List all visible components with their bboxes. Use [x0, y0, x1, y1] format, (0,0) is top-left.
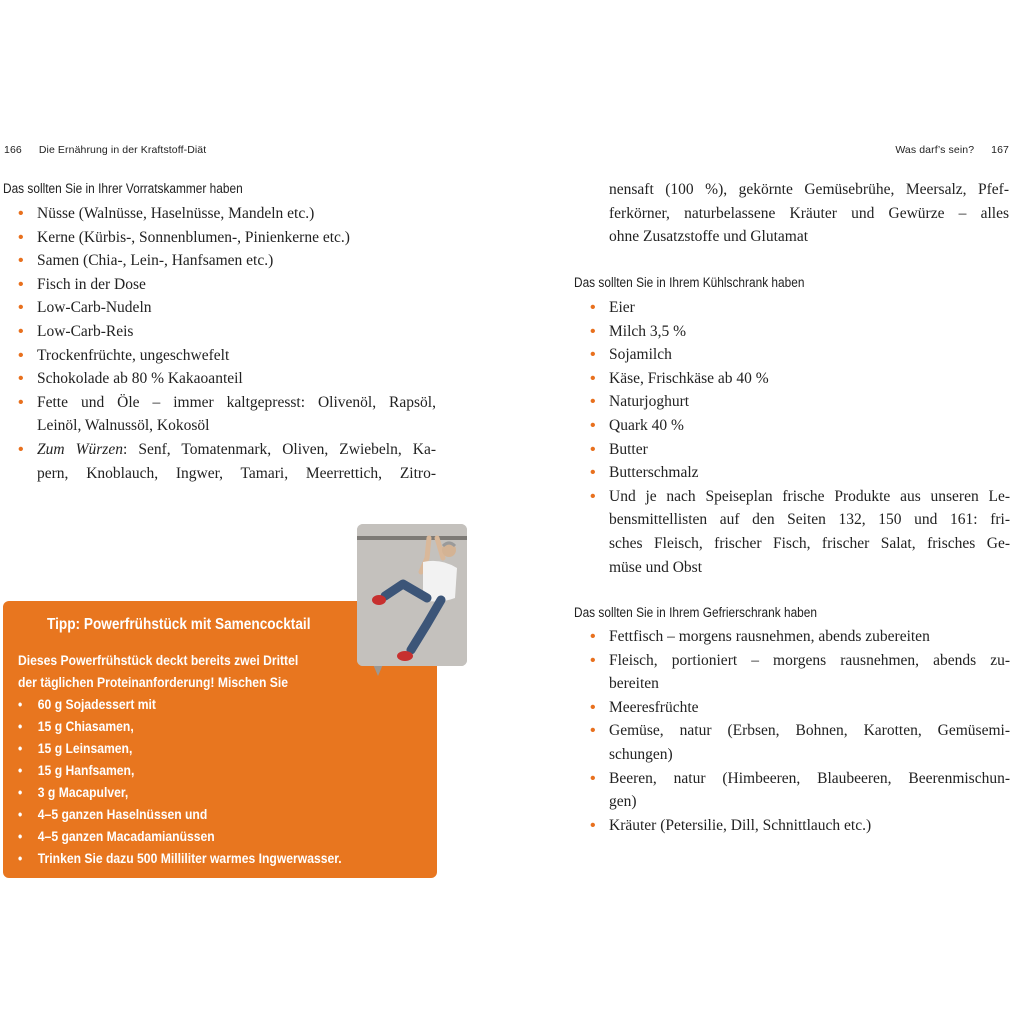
climbing-man-illustration [357, 524, 467, 666]
list-item: • Nüsse (Walnüsse, Haselnüsse, Mandeln etc.) [2, 202, 436, 226]
left-running-title: Die Ernährung in der Kraftstoff-Diät [38, 144, 207, 156]
bullet-icon: • [18, 829, 23, 844]
left-running-head [4, 144, 206, 156]
list-item: • Fettfisch – morgens rausnehmen, abends zubereiten [574, 625, 1010, 649]
list-item: • Samen (Chia-, Lein-, Hanfsamen etc.) [2, 249, 436, 273]
right-running-head [895, 144, 1009, 156]
bullet-icon: • [18, 741, 23, 756]
bullet-icon: • [18, 322, 24, 340]
pantry-list [2, 202, 436, 485]
bullet-icon: • [18, 252, 24, 270]
list-item: • Low-Carb-Reis [2, 320, 436, 344]
freezer-list [574, 625, 1010, 837]
list-item: • Milch 3,5 % [574, 320, 1010, 344]
bullet-icon: • [18, 440, 24, 458]
list-item: • 3 g Macapulver, [18, 782, 342, 804]
bullet-icon: • [18, 763, 23, 778]
bullet-icon: • [18, 228, 24, 246]
bullet-icon: • [590, 487, 596, 505]
bullet-icon: • [590, 722, 596, 740]
list-item: • Käse, Frischkäse ab 40 % [574, 367, 1010, 391]
list-item: • 60 g Sojadessert mit [18, 694, 342, 716]
list-item: • Fisch in der Dose [2, 273, 436, 297]
bullet-icon: • [590, 651, 596, 669]
bullet-icon: • [18, 785, 23, 800]
list-item: • Naturjoghurt [574, 390, 1010, 414]
bullet-icon: • [18, 370, 24, 388]
bullet-icon: • [18, 851, 23, 866]
bullet-icon: • [18, 205, 24, 222]
bullet-icon: • [590, 322, 596, 340]
list-item-spices: • Zum Würzen: Senf, Tomatenmark, Oliven, Zwiebeln, Ka- pern, Knoblauch, Ingwer, Tamari, Meerrettich, Zitro- [2, 438, 436, 485]
list-item: • Quark 40 % [574, 414, 1010, 438]
bullet-icon: • [18, 719, 23, 734]
bullet-icon: • [18, 275, 24, 293]
list-item-fresh-products: • Und je nach Speiseplan frische Produkte aus unseren Le- bensmittellisten auf den Seiten 132, 150 und 161: fri- sches Fleisch, frischer Fisch, frischer Salat, frisches Ge- müse und Obst [574, 485, 1010, 579]
bullet-icon: • [18, 346, 24, 364]
list-item: • 15 g Leinsamen, [18, 738, 342, 760]
list-item: • Sojamilch [574, 343, 1010, 367]
list-item: • Kerne (Kürbis-, Sonnenblumen-, Pinienkerne etc.) [2, 226, 436, 250]
bullet-icon: • [18, 697, 23, 712]
list-item: • 15 g Hanfsamen, [18, 760, 342, 782]
bullet-icon: • [590, 369, 596, 387]
list-item: • Low-Carb-Nudeln [2, 296, 436, 320]
bullet-icon: • [590, 628, 596, 645]
bullet-icon: • [18, 299, 24, 317]
list-item: • Butter [574, 438, 1010, 462]
list-item: • 4–5 ganzen Haselnüssen und [18, 804, 342, 826]
bullet-icon: • [590, 769, 596, 787]
fridge-list [574, 296, 1010, 579]
spice-label: Zum Würzen [37, 440, 123, 458]
pantry-heading: Das sollten Sie in Ihrer Vorratskammer haben [3, 181, 243, 196]
list-item: • Meeresfrüchte [574, 696, 1010, 720]
bullet-icon: • [590, 346, 596, 364]
list-item: • Eier [574, 296, 1010, 320]
list-item: • Schokolade ab 80 % Kakaoanteil [2, 367, 436, 391]
tip-intro: Dieses Powerfrühstück deckt bereits zwei Drittel der täglichen Proteinanforderung! Mischen Sie [18, 653, 299, 690]
list-item-fats: • Fette und Öle – immer kaltgepresst: Olivenöl, Rapsöl, Leinöl, Walnussöl, Kokosöl [2, 391, 436, 438]
bullet-icon: • [590, 816, 596, 834]
bullet-icon: • [18, 807, 23, 822]
continuation-paragraph: nensaft (100 %), gekörnte Gemüsebrühe, Meersalz, Pfef- ferkörner, naturbelassene Kräuter und Gewürze – alles ohne Zusatzstoffe und Glutamat [609, 181, 1009, 246]
list-item: • Beeren, natur (Himbeeren, Blaubeeren, Beerenmischun- gen) [574, 767, 1010, 814]
bullet-icon: • [590, 440, 596, 458]
fridge-heading: Das sollten Sie in Ihrem Kühlschrank haben [574, 275, 805, 290]
freezer-heading: Das sollten Sie in Ihrem Gefrierschrank haben [574, 605, 818, 620]
list-item: • Kräuter (Petersilie, Dill, Schnittlauch etc.) [574, 814, 1010, 838]
list-item: • 15 g Chiasamen, [18, 716, 342, 738]
bullet-icon: • [590, 698, 596, 716]
list-item: • Fleisch, portioniert – morgens rausnehmen, abends zu- bereiten [574, 649, 1010, 696]
list-item: • 4–5 ganzen Macadamianüssen [18, 826, 342, 848]
bullet-icon: • [18, 393, 24, 411]
bullet-icon: • [590, 299, 596, 316]
list-item: • Butterschmalz [574, 461, 1010, 485]
climbing-man-photo [357, 524, 467, 666]
right-page-number: 167 [991, 144, 1009, 156]
list-item: • Gemüse, natur (Erbsen, Bohnen, Karotten, Gemüsemi- schungen) [574, 719, 1010, 766]
bullet-icon: • [590, 393, 596, 411]
bullet-icon: • [590, 464, 596, 482]
list-item: • Trockenfrüchte, ungeschwefelt [2, 344, 436, 368]
right-running-title: Was darf’s sein? [895, 144, 975, 156]
list-item: • Trinken Sie dazu 500 Milliliter warmes Ingwerwasser. [18, 848, 342, 870]
bullet-icon: • [590, 416, 596, 434]
left-page-number: 166 [4, 144, 22, 156]
tip-title: Tipp: Powerfrühstück mit Samencocktail [47, 616, 311, 633]
tip-list [18, 694, 378, 870]
